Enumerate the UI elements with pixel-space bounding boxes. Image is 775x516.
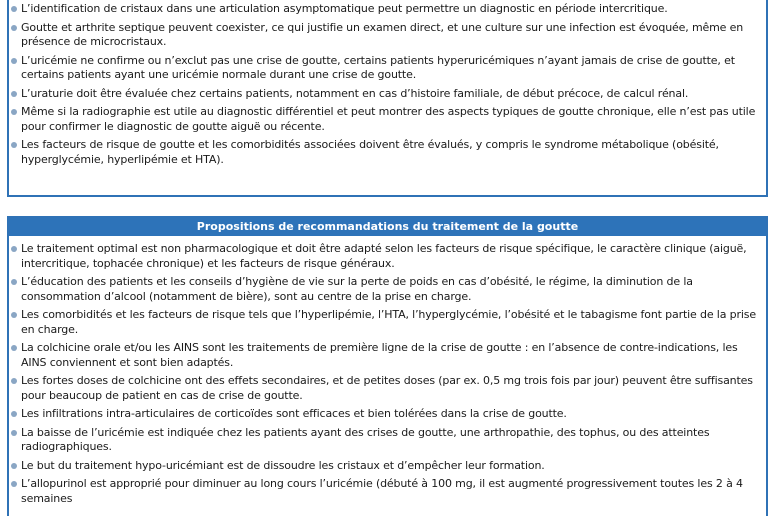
list-item [9,308,766,337]
list-item [9,477,766,506]
list-item-text: La colchicine orale et/ou les AINS sont les traitements de première ligne de la crise de goutte : en l’absence de contre-indications, les AINS conviennent et sont bien adaptés. [21,341,738,369]
bullet-icon [11,109,17,115]
list-item-text: L’éducation des patients et les conseils d’hygiène de vie sur la perte de poids en cas d’obésité, le régime, la diminution de la consommation d’alcool (notamment de bière), sont au centre de la prise en charge. [21,275,693,303]
list-item-text: Les infiltrations intra-articulaires de corticoïdes sont efficaces et bien tolérées dans la crise de goutte. [21,407,567,420]
list-item [9,21,766,50]
list-item-text: Le traitement optimal est non pharmacologique et doit être adapté selon les facteurs de risque spécifique, le caractère clinique (aiguë, intercritique, tophacée chronique) et les facteurs de risque généraux. [21,242,747,270]
list-item [9,105,766,134]
list-item [9,242,766,271]
treatment-recommendations-box [7,216,768,516]
list-item-text: Les fortes doses de colchicine ont des effets secondaires, et de petites doses (par ex. 0,5 mg trois fois par jour) peuvent être suffisantes pour beaucoup de patient en cas de crise de goutte. [21,374,753,402]
bullet-icon [11,430,17,436]
list-item [9,426,766,455]
bullet-icon [11,345,17,351]
diagnosis-list [9,0,766,167]
diagnosis-recommendations-box [7,0,768,197]
treatment-list [9,236,766,506]
bullet-icon [11,91,17,97]
bullet-icon [11,6,17,12]
list-item-text: Même si la radiographie est utile au diagnostic différentiel et peut montrer des aspects typiques de goutte chronique, elle n’est pas utile pour confirmer le diagnostic de goutte aiguë ou récente. [21,105,756,133]
bullet-icon [11,312,17,318]
bullet-icon [11,25,17,31]
list-item-text: La baisse de l’uricémie est indiquée chez les patients ayant des crises de goutte, une arthropathie, des tophus, ou des atteintes radiographiques. [21,425,710,453]
list-item-text: L’allopurinol est approprié pour diminuer au long cours l’uricémie (débuté à 100 mg, il est augmenté progressivement toutes les 2 à 4 semaines [21,477,743,505]
bullet-icon [11,411,17,417]
bullet-icon [11,481,17,487]
list-item [9,459,766,474]
list-item-text: Les facteurs de risque de goutte et les comorbidités associées doivent être évalués, y compris le syndrome métabolique (obésité, hyperglycémie, hyperlipémie et HTA). [21,138,719,166]
bullet-icon [11,58,17,64]
bullet-icon [11,246,17,252]
list-item [9,374,766,403]
list-item-text: Goutte et arthrite septique peuvent coexister, ce qui justifie un examen direct, et une culture sur une infection est évoquée, même en présence de microcristaux. [21,20,744,48]
list-item [9,275,766,304]
list-item [9,407,766,422]
bullet-icon [11,463,17,469]
list-item [9,2,766,17]
list-item-text: Les comorbidités et les facteurs de risque tels que l’hyperlipémie, l’HTA, l’hyperglycémie, l’obésité et le tabagisme font partie de la prise en charge. [21,308,756,336]
list-item [9,87,766,102]
list-item-text: L’identification de cristaux dans une articulation asymptomatique peut permettre un diagnostic en période intercritique. [21,2,668,15]
bullet-icon [11,279,17,285]
list-item-text: Le but du traitement hypo-uricémiant est de dissoudre les cristaux et d’empêcher leur formation. [21,458,545,472]
bullet-icon [11,142,17,148]
list-item-text: L’uraturie doit être évaluée chez certains patients, notamment en cas d’histoire familiale, de début précoce, de calcul rénal. [21,86,689,100]
list-item [9,341,766,370]
list-item-text: L’uricémie ne confirme ou n’exclut pas une crise de goutte, certains patients hyperuricémiques n’ayant jamais de crise de goutte, et certains patients ayant une uricémie normale durant une crise de goutte. [21,53,735,81]
list-item [9,54,766,83]
bullet-icon [11,378,17,384]
section-title: Propositions de recommandations du traitement de la goutte [9,218,766,236]
list-item [9,138,766,167]
